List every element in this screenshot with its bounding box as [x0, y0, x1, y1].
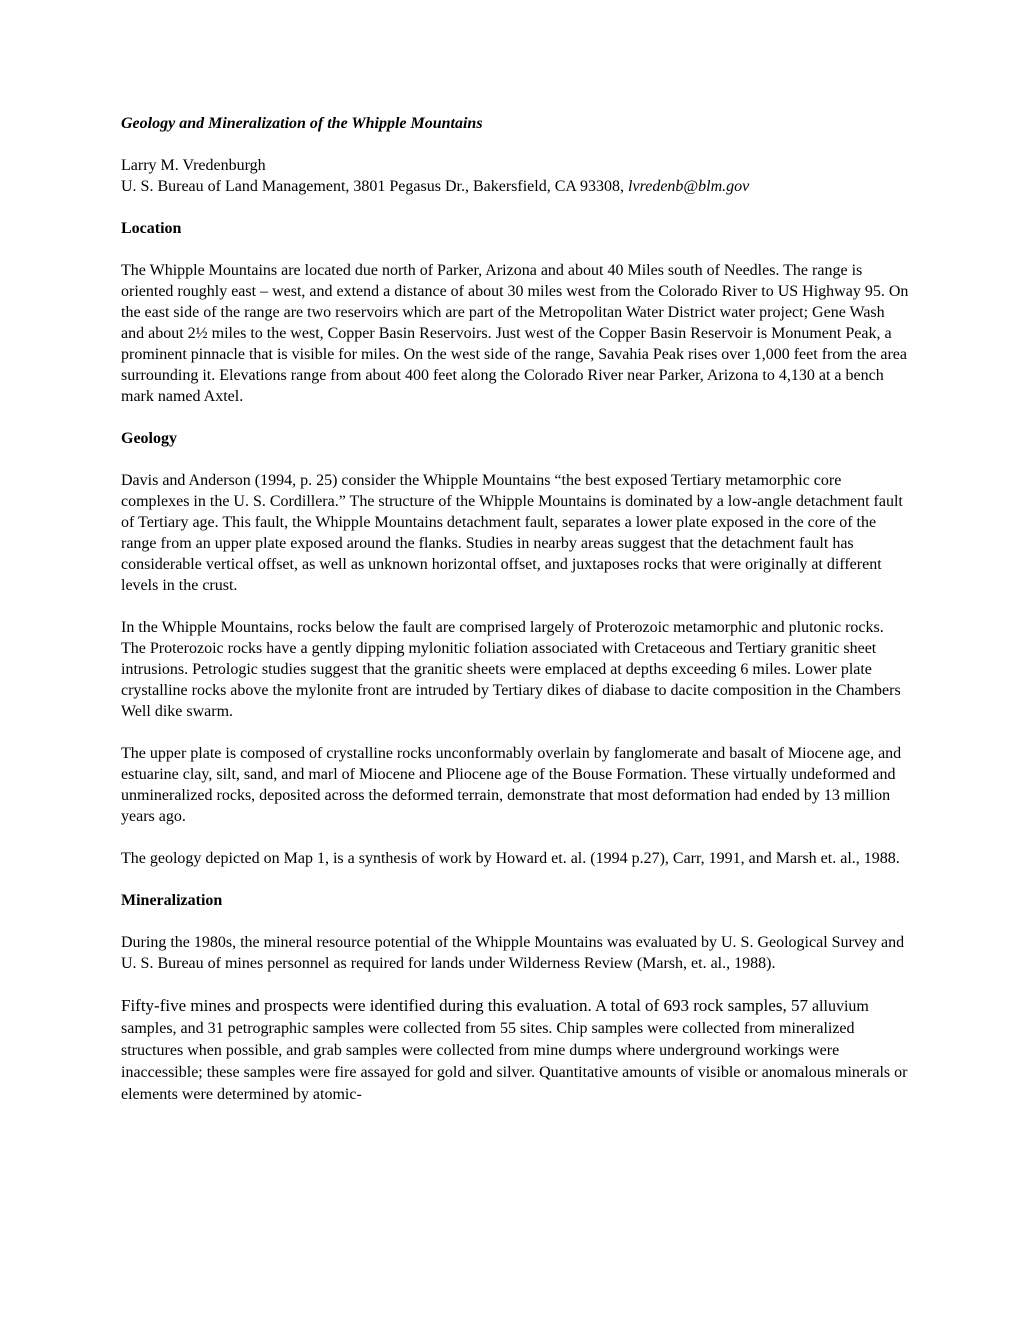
mineralization-paragraph-2-rest: alluvium samples, and 31 petrographic samples were collected from 55 sites. Chip samples were collected from mineralized structures when possible, and grab samples were collected from mine dumps where underground workings were inaccessible; these samples were fire assayed for gold and silver. Quantitative amounts of visible or anomalous minerals or elements were determined by atomic-	[121, 998, 908, 1103]
affiliation-text: U. S. Bureau of Land Management, 3801 Pegasus Dr., Bakersfield, CA 93308	[121, 178, 621, 195]
section-heading-geology: Geology	[121, 430, 177, 447]
author-email: lvredenb@blm.gov	[628, 178, 750, 195]
affiliation-separator: ,	[620, 178, 629, 195]
geology-paragraph-1: Davis and Anderson (1994, p. 25) consider the Whipple Mountains “the best exposed Tertiary metamorphic core complexes in the U. S. Cordillera.” The structure of the Whipple Mountains is dominated by a low-angle detachment fault of Tertiary age. This fault, the Whipple Mountains detachment fault, separates a lower plate exposed in the core of the range from an upper plate exposed around the flanks. Studies in nearby areas suggest that the detachment fault has considerable vertical offset, as well as unknown horizontal offset, and juxtaposes rocks that were originally at different levels in the crust.	[121, 472, 903, 594]
author-name: Larry M. Vredenburgh	[121, 157, 266, 174]
mineralization-paragraph-2-lead: Fifty-five mines and prospects were identified during this evaluation. A total of 693 rock samples, 57	[121, 996, 808, 1015]
location-paragraph: The Whipple Mountains are located due north of Parker, Arizona and about 40 Miles south of Needles. The range is oriented roughly east – west, and extend a distance of about 30 miles west from the Colorado River to US Highway 95. On the east side of the range are two reservoirs which are part of the Metropolitan Water District water project; Gene Wash and about 2½ miles to the west, Copper Basin Reservoirs. Just west of the Copper Basin Reservoir is Monument Peak, a prominent pinnacle that is visible for miles. On the west side of the range, Savahia Peak rises over 1,000 feet from the area surrounding it. Elevations range from about 400 feet along the Colorado River near Parker, Arizona to 4,130 at a bench mark named Axtel.	[121, 262, 909, 405]
author-block	[121, 155, 911, 197]
document-page	[121, 113, 911, 1126]
geology-paragraph-2: In the Whipple Mountains, rocks below the fault are comprised largely of Proterozoic metamorphic and plutonic rocks. The Proterozoic rocks have a gently dipping mylonitic foliation associated with Cretaceous and Tertiary granitic sheet intrusions. Petrologic studies suggest that the granitic sheets were emplaced at depths exceeding 6 miles. Lower plate crystalline rocks above the mylonite front are intruded by Tertiary dikes of diabase to dacite composition in the Chambers Well dike swarm.	[121, 619, 901, 720]
section-heading-location: Location	[121, 220, 182, 237]
section-heading-mineralization: Mineralization	[121, 892, 223, 909]
geology-paragraph-3: The upper plate is composed of crystalline rocks unconformably overlain by fanglomerate and basalt of Miocene age, and estuarine clay, silt, sand, and marl of Miocene and Pliocene age of the Bouse Formation. These virtually undeformed and unmineralized rocks, deposited across the deformed terrain, demonstrate that most deformation had ended by 13 million years ago.	[121, 745, 902, 825]
author-affiliation	[121, 176, 911, 197]
mineralization-paragraph-2	[121, 995, 911, 1105]
geology-paragraph-4: The geology depicted on Map 1, is a synthesis of work by Howard et. al. (1994 p.27), Carr, 1991, and Marsh et. al., 1988.	[121, 850, 900, 867]
mineralization-paragraph-1: During the 1980s, the mineral resource potential of the Whipple Mountains was evaluated by U. S. Geological Survey and U. S. Bureau of mines personnel as required for lands under Wilderness Review (Marsh, et. al., 1988).	[121, 934, 905, 972]
document-title: Geology and Mineralization of the Whipple Mountains	[121, 115, 483, 132]
